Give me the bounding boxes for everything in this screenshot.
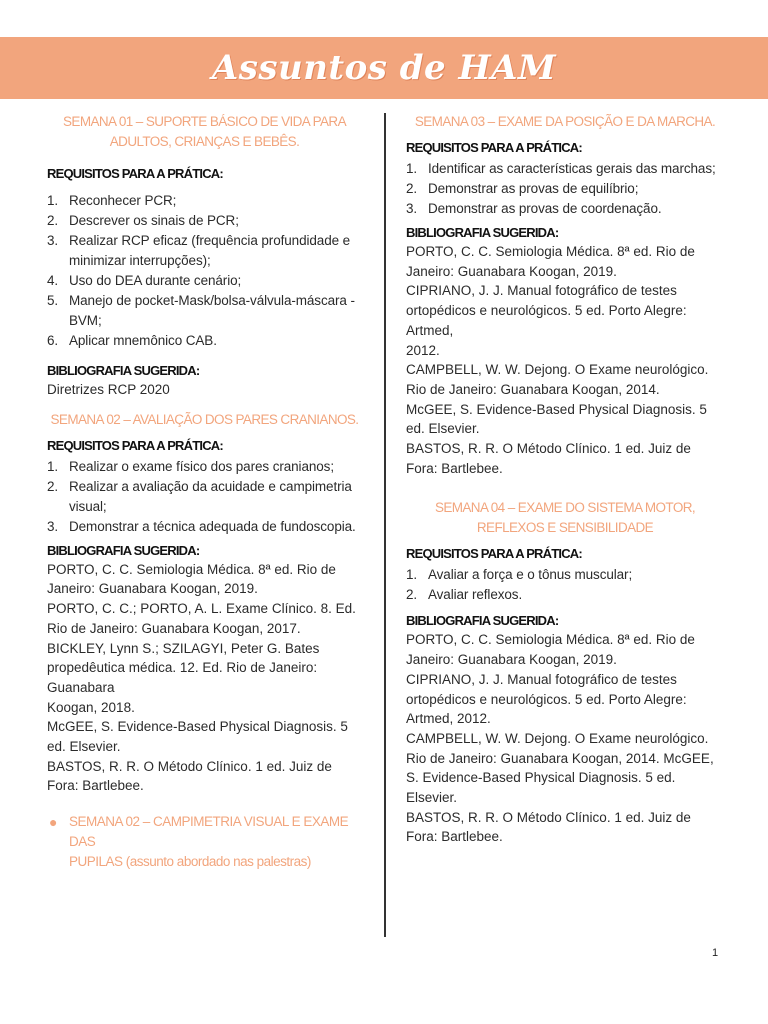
list-item: 1. Realizar o exame físico dos pares cranianos; [47,458,334,474]
week-01-bibliography: Diretrizes RCP 2020 [47,382,170,397]
list-item: 1. Reconhecer PCR; [47,193,177,208]
bibliography-label: BIBLIOGRAFIA SUGERIDA: [406,225,559,240]
bibliography-label: BIBLIOGRAFIA SUGERIDA: [47,542,200,558]
list-item: 2. Realizar a avaliação da acuidade e campimetria visual; [47,478,352,514]
list-item: 4. Uso do DEA durante cenário; [47,273,242,288]
requirements-label: REQUISITOS PARA A PRÁTICA: [47,437,223,453]
reference: CAMPBELL, W. W. Dejong. O Exame neurológico. Rio de Janeiro: Guanabara Koogan, 2014. McGEE, S. Evidence-Based Physical Diagnosis. 5 ed. Elsevier. [406,730,714,806]
week-03-requirements-list [406,159,724,219]
requirements-label: REQUISITOS PARA A PRÁTICA: [47,166,223,181]
week-04-requirements-list [406,565,724,605]
reference: McGEE, S. Evidence-Based Physical Diagnosis. 5 ed. Elsevier. [47,719,348,755]
bibliography-label: BIBLIOGRAFIA SUGERIDA: [406,613,559,629]
reference: McGEE, S. Evidence-Based Physical Diagnosis. 5 ed. Elsevier. [406,401,707,437]
list-item: 5. Manejo de pocket-Mask/bolsa-válvula-máscara - BVM; [47,293,355,328]
reference: PORTO, C. C. Semiologia Médica. 8ª ed. Rio de Janeiro: Guanabara Koogan, 2019. [406,632,695,668]
page-number: 1 [712,947,719,959]
requirements-label: REQUISITOS PARA A PRÁTICA: [406,140,582,155]
week-02-heading: SEMANA 02 – AVALIAÇÃO DOS PARES CRANIANOS. [50,411,359,427]
reference: CAMPBELL, W. W. Dejong. O Exame neurológico. Rio de Janeiro: Guanabara Koogan, 2014. [406,362,709,397]
week-02b-bullet-heading: ● SEMANA 02 – CAMPIMETRIA VISUAL E EXAME DAS PUPILAS (assunto abordado nas palestras) [49,814,349,870]
week-03-bibliography [406,242,724,478]
week-01-requirements-list [47,191,362,351]
list-item: 3. Demonstrar as provas de coordenação. [406,201,662,216]
reference: BASTOS, R. R. O Método Clínico. 1 ed. Juiz de Fora: Bartlebee. [47,758,332,794]
list-item: 2. Demonstrar as provas de equilíbrio; [406,181,639,196]
reference: CIPRIANO, J. J. Manual fotográfico de testes ortopédicos e neurológicos. 5 ed. Porto Alegre: Artmed, [406,283,687,338]
requirements-label: REQUISITOS PARA A PRÁTICA: [406,546,582,562]
reference: PORTO, C. C.; PORTO, A. L. Exame Clínico. 8. Ed. Rio de Janeiro: Guanabara Koogan, 2017. [47,601,356,636]
week-02-bibliography [47,560,362,796]
week-04-heading: SEMANA 04 – EXAME DO SISTEMA MOTOR, REFLEXOS E SENSIBILIDADE [434,500,696,536]
week-02-requirements-list [47,457,362,537]
week-04-bibliography [406,630,724,847]
reference: PORTO, C. C. Semiologia Médica. 8ª ed. Rio de Janeiro: Guanabara Koogan, 2019. [47,561,336,597]
reference: BASTOS, R. R. O Método Clínico. 1 ed. Juiz de Fora: Bartlebee. [406,809,691,845]
reference: CIPRIANO, J. J. Manual fotográfico de testes ortopédicos e neurológicos. 5 ed. Porto Alegre: Artmed, 2012. [406,671,687,727]
column-divider [384,113,386,937]
list-item: 3. Realizar RCP eficaz (frequência profundidade e minimizar interrupções); [47,233,351,268]
list-item: 6. Aplicar mnemônico CAB. [47,333,217,348]
bullet-icon: ● [49,814,57,831]
title-banner [0,37,768,99]
list-item: 1. Identificar as características gerais das marchas; [406,161,716,176]
reference: BICKLEY, Lynn S.; SZILAGYI, Peter G. Bates propedêutica médica. 12. Ed. Rio de Janeiro: Guanabara [47,640,320,695]
reference: PORTO, C. C. Semiologia Médica. 8ª ed. Rio de Janeiro: Guanabara Koogan, 2019. [406,244,695,279]
reference: Koogan, 2018. [47,699,135,715]
list-item: 2. Descrever os sinais de PCR; [47,213,239,228]
left-column [47,112,362,872]
page-title: Assuntos de HAM [211,48,557,88]
list-item: 1. Avaliar a força e o tônus muscular; [406,567,633,583]
list-item: 2. Avaliar reflexos. [406,587,523,603]
week-03-heading: SEMANA 03 – EXAME DA POSIÇÃO E DA MARCHA. [414,114,716,129]
week-01-heading: SEMANA 01 – SUPORTE BÁSICO DE VIDA PARA ADULTOS, CRIANÇAS E BEBÊS. [63,114,346,149]
reference: BASTOS, R. R. O Método Clínico. 1 ed. Juiz de Fora: Bartlebee. [406,441,691,476]
reference: 2012. [406,342,440,358]
bibliography-label: BIBLIOGRAFIA SUGERIDA: [47,363,200,378]
right-column [406,112,724,847]
list-item: 3. Demonstrar a técnica adequada de fundoscopia. [47,518,356,534]
